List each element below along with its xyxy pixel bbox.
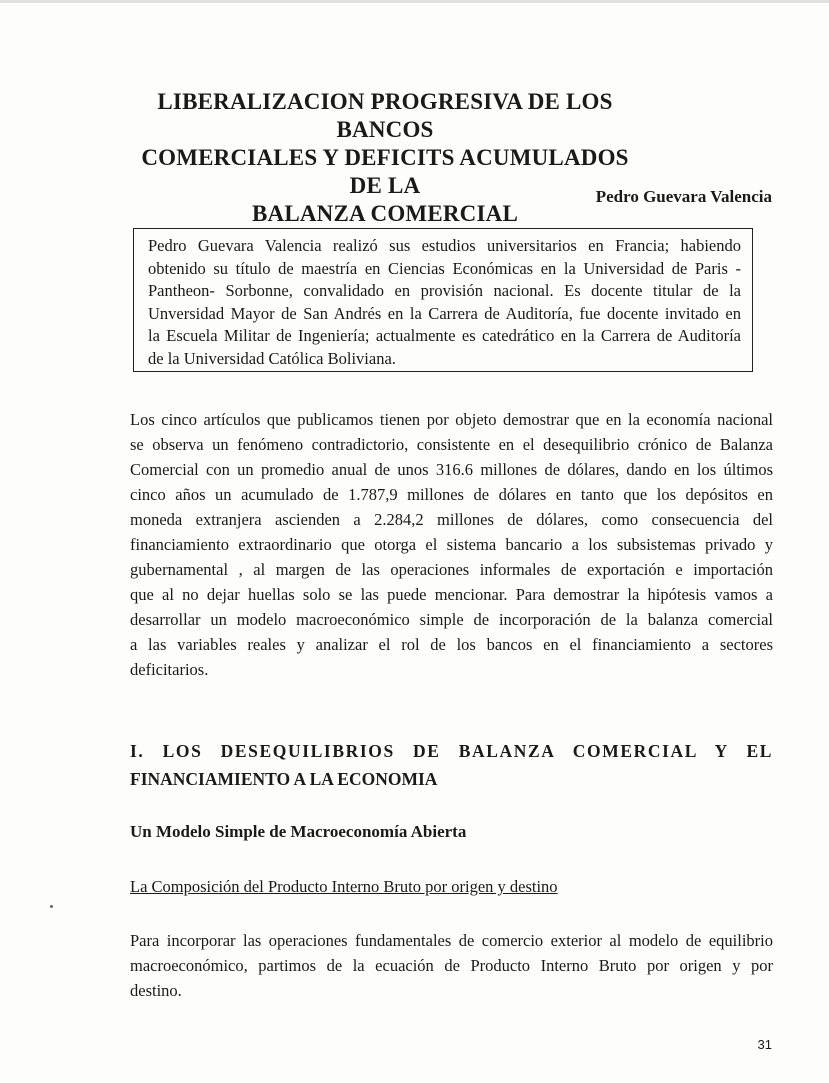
author-name: Pedro Guevara Valencia xyxy=(595,187,772,206)
sub-subheading: La Composición del Producto Interno Bruto por origen y destino xyxy=(130,877,558,896)
body-paragraph xyxy=(130,928,773,1003)
section-heading-line: FINANCIAMIENTO A LA ECONOMIA xyxy=(130,769,438,789)
section-heading-line: I. LOS DESEQUILIBRIOS DE BALANZA COMERCIAL Y EL xyxy=(130,741,773,761)
bio-line: Pantheon- Sorbonne, convalidado en provisión nacional. Es docente titular de la xyxy=(148,281,741,301)
paragraph-line: financiamiento extraordinario que otorga el sistema bancario a los subsistemas privado y xyxy=(130,535,773,554)
bio-line: obtenido su título de maestría en Ciencias Económicas en la Universidad de Paris - xyxy=(148,258,741,278)
paragraph-line: Comercial con un promedio anual de unos 316.6 millones de dólares, dando en los últimos xyxy=(130,460,773,479)
section-heading xyxy=(130,737,773,793)
paragraph-line: se observa un fenómeno contradictorio, consistente en el desequilibrio crónico de Balanza xyxy=(130,435,773,454)
paragraph-line: Para incorporar las operaciones fundamentales de comercio exterior al modelo de equilibrio xyxy=(130,931,773,950)
paragraph-line: a las variables reales y analizar el rol de los bancos en el financiamiento a sectores xyxy=(130,635,773,654)
scan-speck xyxy=(50,905,53,908)
bio-line: Unversidad Mayor de San Andrés en la Carrera de Auditoría, fue docente invitado en xyxy=(148,303,741,323)
title-line: BALANZA COMERCIAL xyxy=(251,201,518,226)
paragraph-line: deficitarios. xyxy=(130,660,209,679)
subheading: Un Modelo Simple de Macroeconomía Abierta xyxy=(130,822,467,841)
paragraph-line: moneda extranjera ascienden a 2.284,2 millones de dólares, como consecuencia del xyxy=(130,510,773,529)
bio-line: la Escuela Militar de Ingeniería; actualmente es catedrático en la Carrera de Auditoría xyxy=(148,326,741,346)
article-title xyxy=(130,88,640,228)
paragraph-line: macroeconómico, partimos de la ecuación de Producto Interno Bruto por origen y por xyxy=(130,956,773,975)
page-number: 31 xyxy=(757,1037,772,1052)
title-line: COMERCIALES Y DEFICITS ACUMULADOS DE LA xyxy=(141,145,629,198)
intro-paragraph xyxy=(130,407,773,682)
title-line: LIBERALIZACION PROGRESIVA DE LOS BANCOS xyxy=(157,89,613,142)
bio-line: Pedro Guevara Valencia realizó sus estudios universitarios en Francia; habiendo xyxy=(148,236,741,255)
paragraph-line: cinco años un acumulado de 1.787,9 millones de dólares en tanto que los depósitos en xyxy=(130,485,773,504)
author-bio-box xyxy=(133,228,753,372)
paragraph-line: que al no dejar huellas solo se las puede mencionar. Para demostrar la hipótesis vamos a xyxy=(130,585,773,604)
paragraph-line: gubernamental , al margen de las operaciones informales de exportación e importación xyxy=(130,560,773,579)
paragraph-line: Los cinco artículos que publicamos tienen por objeto demostrar que en la economía nacional xyxy=(130,410,773,429)
page-top-edge xyxy=(0,0,829,3)
bio-line: de la Universidad Católica Boliviana. xyxy=(148,348,396,368)
paragraph-line: desarrollar un modelo macroeconómico simple de incorporación de la balanza comercial xyxy=(130,610,773,629)
paragraph-line: destino. xyxy=(130,981,182,1000)
